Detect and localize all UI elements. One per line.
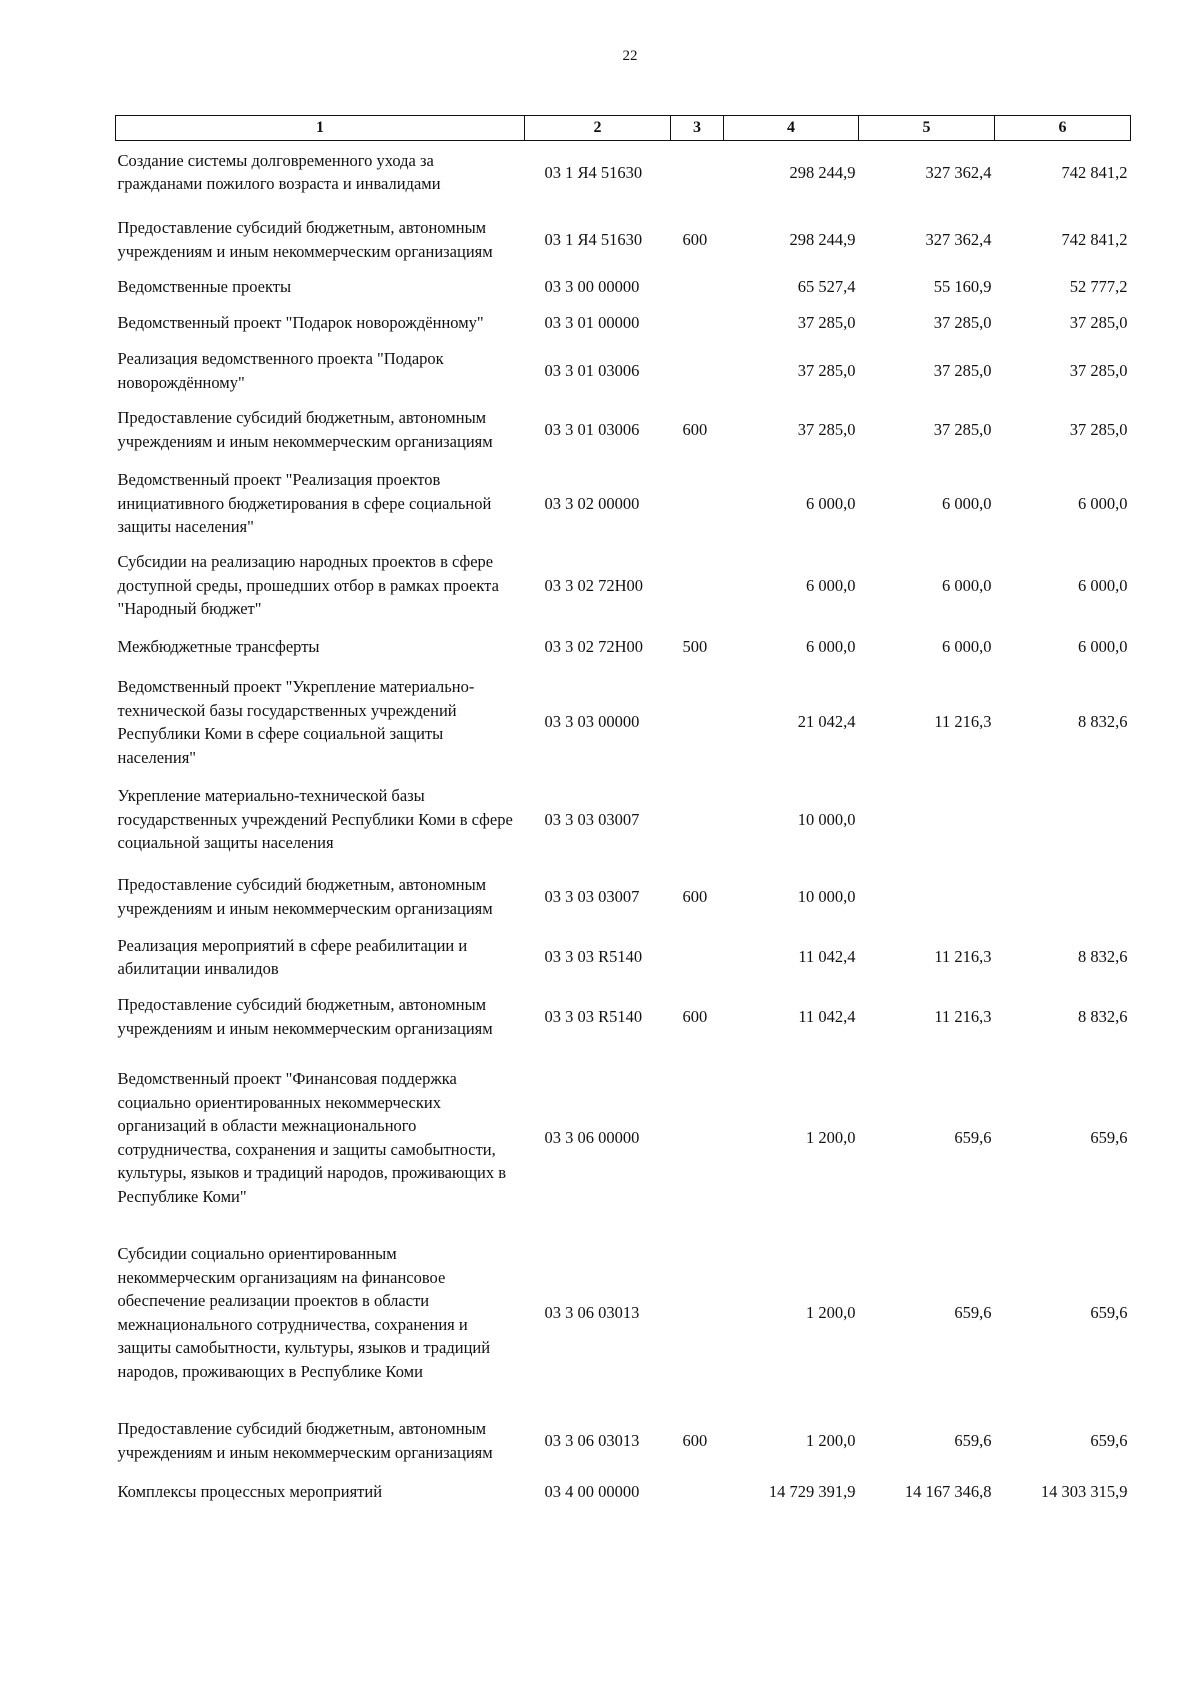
row-value-col4-cell: 37 285,0: [797, 419, 856, 439]
row-code-cell: 03 3 02 72Н00: [544, 636, 644, 656]
row-value-col6-cell: 37 285,0: [1069, 360, 1128, 380]
row-name-cell: Ведомственные проекты: [117, 277, 292, 296]
row-expense-type-cell: [671, 934, 724, 981]
row-value-col6-cell: 37 285,0: [1069, 312, 1128, 332]
row-expense-type-cell: 600: [682, 886, 708, 906]
table-row: [116, 543, 1131, 629]
row-name-cell: Комплексы процессных мероприятий: [117, 1481, 383, 1501]
row-value-col5-cell: 327 362,4: [925, 229, 992, 249]
row-expense-type-cell: [671, 1223, 724, 1403]
page-number: 22: [622, 48, 638, 64]
table-row: [116, 275, 1131, 299]
table-row: [116, 465, 1131, 543]
row-value-col4-cell: 298 244,9: [789, 229, 856, 249]
row-value-col5-cell: 11 216,3: [934, 947, 992, 967]
table-row: [116, 299, 1131, 347]
row-value-col4-cell: 21 042,4: [797, 712, 856, 732]
row-value-col4-cell: 10 000,0: [797, 886, 856, 906]
row-value-col5-cell: 37 285,0: [933, 419, 992, 439]
row-value-col4-cell: 11 042,4: [798, 1006, 856, 1026]
row-expense-type-cell: [671, 1053, 724, 1223]
row-value-col6-cell: 659,6: [1090, 1127, 1128, 1147]
row-value-col4-cell: 1 200,0: [806, 1430, 856, 1450]
row-code-cell: 03 3 03 R5140: [544, 1006, 643, 1026]
row-value-col4-cell: 6 000,0: [806, 575, 856, 595]
row-value-col5-cell: 659,6: [954, 1302, 992, 1322]
row-value-col6-cell: 6 000,0: [1078, 493, 1128, 513]
row-name-cell: Создание системы долговременного ухода за гражданами пожилого возраста и инвалидами: [117, 150, 441, 194]
row-value-col6-cell: 52 777,2: [1069, 277, 1128, 296]
row-code-cell: 03 1 Я4 51630: [544, 162, 643, 182]
budget-table: [115, 115, 1131, 1505]
row-name-cell: Предоставление субсидий бюджетным, автономным учреждениям и иным некоммерческим организациям: [117, 218, 493, 261]
table-body: [116, 140, 1131, 1505]
row-code-cell: 03 3 06 03013: [544, 1430, 640, 1450]
row-name-cell: Реализация ведомственного проекта "Подарок новорождённому": [117, 349, 444, 392]
table-row: [116, 860, 1131, 934]
row-expense-type-cell: [671, 299, 724, 347]
row-code-cell: 03 3 02 00000: [544, 493, 640, 513]
row-value-col4-cell: 65 527,4: [797, 277, 856, 296]
row-value-col5-cell: 11 216,3: [934, 1006, 992, 1026]
table-row: [116, 1403, 1131, 1479]
row-name-cell: Субсидии на реализацию народных проектов в сфере доступной среды, прошедших отбор в рамках проекта "Народный бюджет": [117, 552, 499, 619]
header-col-1: 1: [116, 116, 525, 141]
header-col-6: 6: [995, 116, 1131, 141]
budget-table-container: [115, 115, 1130, 1505]
row-value-col6-cell: 659,6: [1090, 1302, 1128, 1322]
row-code-cell: 03 3 06 03013: [544, 1302, 640, 1322]
row-value-col5-cell: 6 000,0: [942, 575, 992, 595]
row-name-cell: Предоставление субсидий бюджетным, автономным учреждениям и иным некоммерческим организациям: [117, 995, 493, 1038]
row-value-col5-cell: 11 216,3: [934, 712, 992, 732]
row-expense-type-cell: [671, 275, 724, 299]
row-code-cell: 03 3 02 72Н00: [544, 575, 644, 595]
row-name-cell: Предоставление субсидий бюджетным, автономным учреждениям и иным некоммерческим организациям: [117, 408, 493, 451]
row-value-col4-cell: 298 244,9: [789, 162, 856, 182]
row-value-col4-cell: 1 200,0: [806, 1127, 856, 1147]
row-expense-type-cell: 600: [682, 1430, 708, 1450]
table-row: [116, 204, 1131, 275]
row-expense-type-cell: [671, 1479, 724, 1505]
header-col-3: 3: [671, 116, 724, 141]
table-row: [116, 1479, 1131, 1505]
row-value-col5-cell: 37 285,0: [933, 312, 992, 332]
row-value-col5-cell: 659,6: [954, 1127, 992, 1147]
table-row: [116, 981, 1131, 1053]
table-header-row: [116, 116, 1131, 141]
row-value-col4-cell: 1 200,0: [806, 1302, 856, 1322]
row-value-col6-cell: 742 841,2: [1061, 229, 1128, 249]
row-code-cell: 03 3 03 03007: [544, 886, 640, 906]
row-value-col5-cell: 37 285,0: [933, 360, 992, 380]
row-code-cell: 03 3 00 00000: [544, 277, 640, 296]
row-value-col6-cell: 742 841,2: [1061, 162, 1128, 182]
row-value-col6-cell: 14 303 315,9: [1040, 1481, 1128, 1501]
row-value-col6-cell: 8 832,6: [1078, 1006, 1128, 1026]
row-name-cell: Укрепление материально-технической базы государственных учреждений Республики Коми в сфере социальной защиты населения: [117, 786, 513, 853]
row-value-col5-cell: [859, 780, 995, 860]
row-code-cell: 03 3 03 R5140: [544, 947, 643, 967]
row-code-cell: 03 3 03 03007: [544, 809, 640, 829]
row-expense-type-cell: [671, 465, 724, 543]
row-value-col5-cell: 327 362,4: [925, 162, 992, 182]
row-value-col4-cell: 14 729 391,9: [768, 1481, 856, 1501]
row-value-col6-cell: 659,6: [1090, 1430, 1128, 1450]
row-name-cell: Предоставление субсидий бюджетным, автономным учреждениям и иным некоммерческим организациям: [117, 875, 493, 918]
row-value-col6-cell: 8 832,6: [1078, 712, 1128, 732]
row-expense-type-cell: 600: [682, 229, 708, 249]
row-value-col5-cell: 6 000,0: [942, 493, 992, 513]
row-value-col4-cell: 6 000,0: [806, 493, 856, 513]
row-value-col6-cell: [995, 860, 1131, 934]
row-expense-type-cell: [671, 140, 724, 204]
header-col-4: 4: [724, 116, 859, 141]
row-name-cell: Ведомственный проект "Финансовая поддержка социально ориентированных некоммерческих организаций в области межнационального сотрудничества, сохранения и защиты самобытности, культуры, языков и традиций народов, проживающих в Республике Коми": [117, 1069, 507, 1206]
row-code-cell: 03 3 06 00000: [544, 1127, 640, 1147]
row-value-col6-cell: 6 000,0: [1078, 575, 1128, 595]
row-code-cell: 03 3 01 03006: [544, 360, 640, 380]
row-expense-type-cell: [671, 347, 724, 395]
row-value-col4-cell: 37 285,0: [797, 360, 856, 380]
table-row: [116, 140, 1131, 204]
table-row: [116, 1223, 1131, 1403]
row-name-cell: Ведомственный проект "Реализация проектов инициативного бюджетирования в сфере социальной защиты населения": [117, 470, 492, 537]
row-code-cell: 03 3 03 00000: [544, 712, 640, 732]
row-expense-type-cell: 600: [682, 419, 708, 439]
row-expense-type-cell: 500: [682, 636, 708, 656]
row-code-cell: 03 3 01 03006: [544, 419, 640, 439]
table-row: [116, 780, 1131, 860]
row-value-col4-cell: 10 000,0: [797, 809, 856, 829]
header-col-2: 2: [525, 116, 671, 141]
table-row: [116, 395, 1131, 465]
row-value-col4-cell: 11 042,4: [798, 947, 856, 967]
table-row: [116, 347, 1131, 395]
table-row: [116, 934, 1131, 981]
table-row: [116, 1053, 1131, 1223]
row-value-col5-cell: 6 000,0: [942, 636, 992, 656]
row-name-cell: Ведомственный проект "Укрепление материально-технической базы государственных учреждений Республики Коми в сфере социальной защиты населения": [117, 677, 475, 767]
row-name-cell: Предоставление субсидий бюджетным, автономным учреждениям и иным некоммерческим организациям: [117, 1419, 493, 1462]
row-code-cell: 03 3 01 00000: [544, 312, 640, 332]
row-name-cell: Ведомственный проект "Подарок новорождённому": [117, 312, 484, 332]
row-code-cell: 03 4 00 00000: [544, 1481, 640, 1501]
row-expense-type-cell: [671, 543, 724, 629]
row-value-col5-cell: 55 160,9: [933, 277, 992, 296]
row-expense-type-cell: [671, 665, 724, 780]
row-value-col5-cell: [859, 860, 995, 934]
row-value-col6-cell: 37 285,0: [1069, 419, 1128, 439]
row-value-col4-cell: 37 285,0: [797, 312, 856, 332]
row-value-col5-cell: 14 167 346,8: [904, 1481, 992, 1501]
row-value-col4-cell: 6 000,0: [806, 636, 856, 656]
row-expense-type-cell: [671, 780, 724, 860]
row-code-cell: 03 1 Я4 51630: [544, 229, 643, 249]
row-name-cell: Межбюджетные трансферты: [117, 636, 320, 656]
row-value-col6-cell: 8 832,6: [1078, 947, 1128, 967]
row-value-col6-cell: 6 000,0: [1078, 636, 1128, 656]
table-row: [116, 665, 1131, 780]
row-value-col6-cell: [995, 780, 1131, 860]
row-expense-type-cell: 600: [682, 1006, 708, 1026]
header-col-5: 5: [859, 116, 995, 141]
row-name-cell: Реализация мероприятий в сфере реабилитации и абилитации инвалидов: [117, 935, 468, 978]
row-value-col5-cell: 659,6: [954, 1430, 992, 1450]
table-row: [116, 629, 1131, 665]
row-name-cell: Субсидии социально ориентированным некоммерческим организациям на финансовое обеспечение реализации проектов в области межнационального сотрудничества, сохранения и защиты самобытности, культуры, языков и традиций народов, проживающих в Республике Коми: [117, 1244, 491, 1381]
